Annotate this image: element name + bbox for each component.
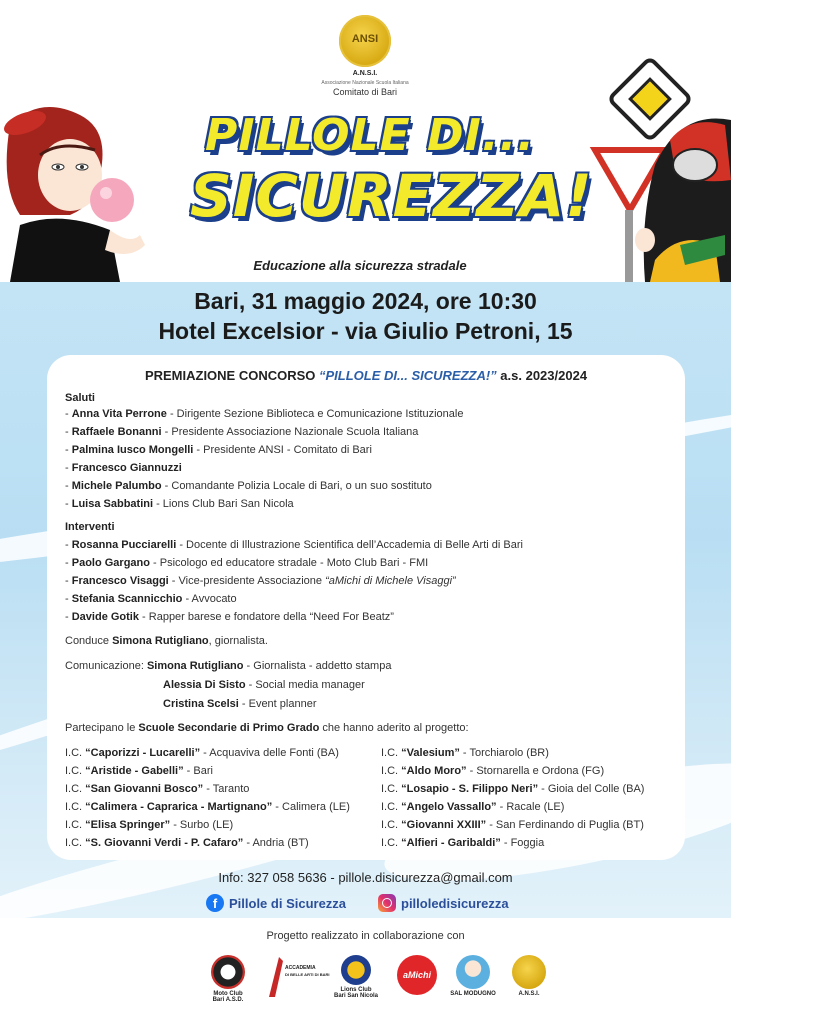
card-heading: PREMIAZIONE CONCORSO “PILLOLE DI... SICUREZZA!” a.s. 2023/2024 [144,368,588,383]
school-item: I.C. “S. Giovanni Verdi - P. Cafaro” - Andria (BT) [65,837,309,849]
conduce-line: Conduce Simona Rutigliano, giornalista. [65,635,268,647]
school-item: I.C. “Alfieri - Garibaldi” - Foggia [381,837,545,849]
lions-club-logo [341,955,371,985]
event-date: Bari, 31 maggio 2024, ore 10:30 [194,288,537,314]
interventi-item: - Davide Gotik - Rapper barese e fondatore della “Need For Beatz” [65,611,394,623]
instagram-icon [378,894,396,912]
girl-character-illustration [0,95,150,282]
partner-lions-club: Lions Club Bari San Nicola [326,955,386,999]
tagline: Educazione alla sicurezza stradale [253,258,467,273]
amichi-logo: aMichi [397,955,437,995]
svg-text:ACCADEMIA: ACCADEMIA [285,965,316,971]
school-item: I.C. “Giovanni XXIII” - San Ferdinando di Puglia (BT) [381,819,644,831]
event-venue: Hotel Excelsior - via Giulio Petroni, 15 [158,318,573,344]
interventi-item: - Francesco Visaggi - Vice-presidente Associazione “aMichi di Michele Visaggi” [65,575,456,587]
saluti-item: - Luisa Sabbatini - Lions Club Bari San Nicola [65,498,294,510]
school-item: I.C. “Losapio - S. Filippo Neri” - Gioia del Colle (BA) [381,783,645,795]
saluti-item: - Michele Palumbo - Comandante Polizia Locale di Bari, o un suo sostituto [65,480,432,492]
saluti-item: - Palmina Iusco Mongelli - Presidente ANSI - Comitato di Bari [65,444,372,456]
partner-accademia [260,955,330,1001]
facebook-link[interactable] [206,894,346,912]
moto-club-logo [211,955,245,989]
school-item: I.C. “Valesium” - Torchiarolo (BR) [381,747,549,759]
ansi-subtitle: Associazione Nazionale Scuola Italiana [321,80,409,86]
title-line-1: PILLOLE DI... [205,110,535,161]
interventi-title: Interventi [65,521,115,533]
svg-text:DI BELLE ARTI DI BARI: DI BELLE ARTI DI BARI [285,972,330,977]
facebook-label: Pillole di Sicurezza [229,895,347,911]
partner-amichi [394,955,440,997]
sal-modugno-logo [456,955,490,989]
interventi-item: - Rosanna Pucciarelli - Docente di Illustrazione Scientifica dell’Accademia di Belle Arti di Bari [65,539,523,551]
title-line-2: SICUREZZA! [190,162,593,230]
interventi-item: - Paolo Gargano - Psicologo ed educatore stradale - Moto Club Bari - FMI [65,557,429,569]
school-item: I.C. “San Giovanni Bosco” - Taranto [65,783,250,795]
school-item: I.C. “Elisa Springer” - Surbo (LE) [65,819,234,831]
interventi-item: - Stefania Scannicchio - Avvocato [65,593,237,605]
ansi-logo: ANSI [339,15,391,67]
partner-sal-modugno: SAL MODUGNO [446,955,500,997]
school-item: I.C. “Aldo Moro” - Stornarella e Ordona (FG) [381,765,605,777]
partner-ansi: A.N.S.I. [506,955,552,997]
program-card [47,355,685,860]
collaboration-label: Progetto realizzato in collaborazione con [266,930,465,942]
saluti-item: - Francesco Giannuzzi [65,462,182,474]
school-item: I.C. “Angelo Vassallo” - Racale (LE) [381,801,565,813]
saluti-title: Saluti [65,392,95,404]
ansi-footer-logo [512,955,546,989]
saluti-item: - Anna Vita Perrone - Dirigente Sezione Biblioteca e Comunicazione Istituzionale [65,408,464,420]
partecipano-line: Partecipano le Scuole Secondarie di Primo Grado che hanno aderito al progetto: [65,722,469,734]
header-area [0,0,731,282]
comunicazione-line: Cristina Scelsi - Event planner [163,698,317,710]
comunicazione-line: Alessia Di Sisto - Social media manager [163,679,365,691]
partner-moto-club: Moto Club Bari A.S.D. [198,955,258,1003]
comitato-label: Comitato di Bari [332,87,398,97]
school-item: I.C. “Caporizzi - Lucarelli” - Acquaviva delle Fonti (BA) [65,747,339,759]
ansi-name: A.N.S.I. [352,70,378,77]
road-sign-mascot-illustration [585,70,731,282]
instagram-link[interactable] [378,894,509,912]
contact-info[interactable]: Info: 327 058 5636 - pillole.disicurezza@gmail.com [218,870,513,885]
school-item: I.C. “Calimera - Caprarica - Martignano” - Calimera (LE) [65,801,350,813]
facebook-icon: f [206,894,224,912]
school-item: I.C. “Aristide - Gabelli” - Bari [65,765,213,777]
instagram-label: pilloledisicurezza [401,895,509,911]
accademia-logo [261,955,330,999]
comunicazione-line: Comunicazione: Simona Rutigliano - Giornalista - addetto stampa [65,660,392,672]
saluti-item: - Raffaele Bonanni - Presidente Associazione Nazionale Scuola Italiana [65,426,419,438]
